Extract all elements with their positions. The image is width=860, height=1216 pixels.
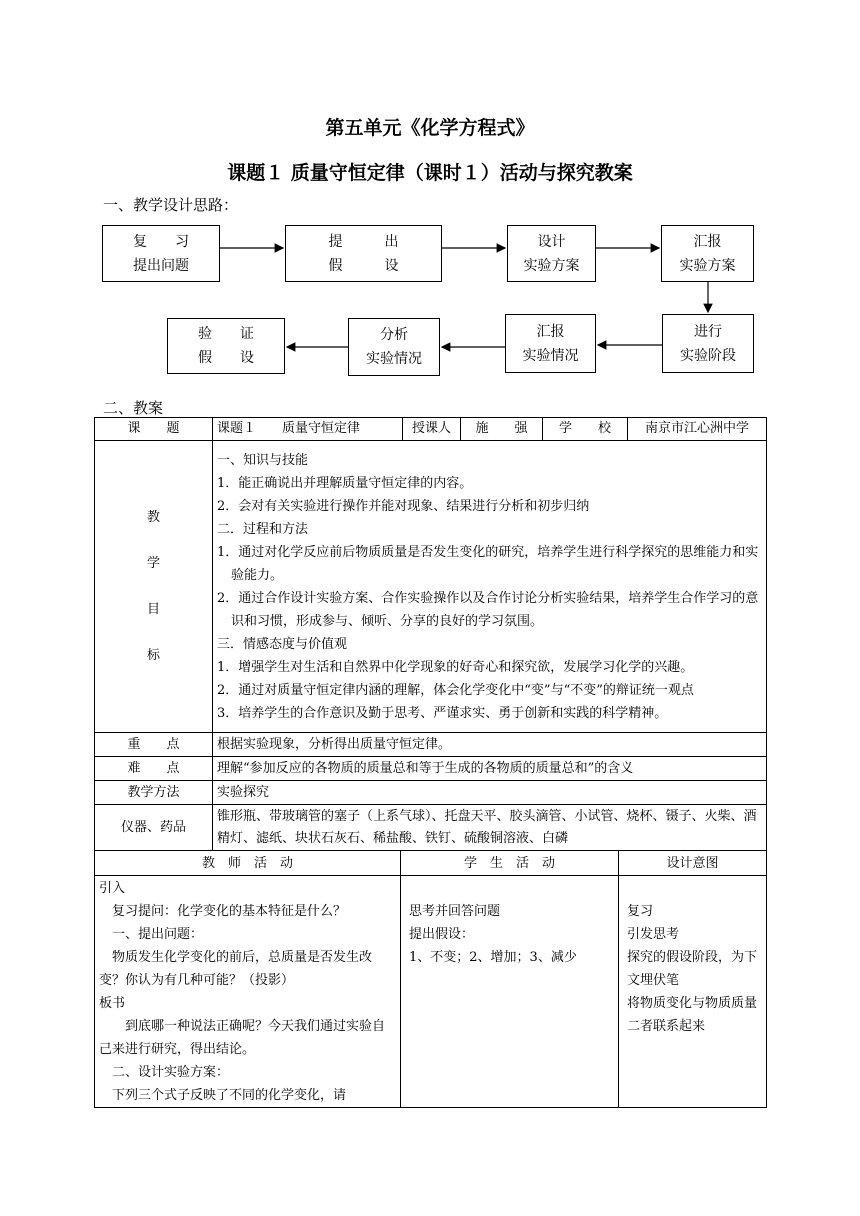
document-title: 第五单元《化学方程式》: [325, 117, 535, 139]
objective-item: 1．能正确说出并理解质量守恒定律的内容。: [217, 475, 473, 491]
teacher-activity-line: 复习提问：化学变化的基本特征是什么？: [99, 904, 347, 919]
flow-box-line: 分析: [380, 327, 408, 343]
teacher-activity-cell: [95, 876, 401, 1108]
table-row: [95, 851, 767, 876]
design-intent-line: 引发思考: [627, 927, 680, 942]
objective-item: 2．通过合作设计实验方案、合作实验操作以及合作讨论分析实验结果，培养学生合作学习的意识和习惯，形成参与、倾听、分享的良好的学习氛围。: [217, 590, 759, 629]
student-activity-line: 思考并回答问题: [409, 904, 501, 919]
teacher-label: 授课人: [403, 418, 461, 441]
objectives-label-char: 目: [146, 601, 160, 617]
section-plan-heading: 二、教案: [103, 399, 164, 417]
key-point-label: 重 点: [95, 733, 213, 757]
objective-item: 1．通过对化学反应前后物质质量是否发生变化的研究，培养学生进行科学探究的思维能力和实验能力。: [217, 544, 759, 583]
flow-box-line: 实验情况: [522, 347, 579, 364]
flow-box-line: 汇报: [536, 323, 565, 340]
table-row: [95, 876, 767, 1108]
objectives-label-char: 学: [146, 555, 160, 571]
flow-box-line: 实验方案: [679, 257, 736, 274]
objectives-content: [213, 441, 767, 733]
teacher-activity-line: 下列三个式子反映了不同的化学变化，请: [99, 1088, 347, 1103]
flow-arrows: [0, 0, 860, 400]
section-design-heading: 一、教学设计思路：: [103, 196, 239, 214]
column-header-student: 学 生 活 动: [401, 851, 619, 876]
equipment-label: 仪器、药品: [95, 805, 213, 851]
flow-box-line: 实验方案: [523, 257, 580, 274]
teacher-activity-line: 二、设计实验方案：: [99, 1065, 230, 1080]
teacher-activity-line: 引入: [99, 881, 126, 896]
flow-box-line: 提 出: [328, 233, 399, 250]
table-row: [95, 781, 767, 805]
objective-item: 2．会对有关实验进行操作并能对现象、结果进行分析和初步归纳: [217, 498, 590, 514]
method-value: 实验探究: [213, 781, 767, 805]
objective-heading: 二．过程和方法: [217, 521, 309, 537]
objectives-label-char: 教: [146, 509, 160, 525]
method-label: 教学方法: [95, 781, 213, 805]
table-row: [95, 733, 767, 757]
teacher-value: 施 强: [461, 418, 543, 441]
table-row: [95, 757, 767, 781]
difficulty-value: 理解“参加反应的各物质的质量总和等于生成的各物质的质量总和”的含义: [213, 757, 767, 781]
student-activity-line: 1、不变；2、增加；3、减少: [409, 950, 577, 965]
table-row: [95, 418, 767, 441]
document-subtitle: 课题１ 质量守恒定律（课时１）活动与探究教案: [227, 162, 633, 184]
student-activity-cell: [401, 876, 619, 1108]
design-intent-line: 探究的假设阶段，为下文埋伏笔: [627, 950, 758, 988]
objectives-label-char: 标: [146, 647, 160, 663]
key-point-value: 根据实验现象，分析得出质量守恒定律。: [213, 733, 767, 757]
difficulty-label: 难 点: [95, 757, 213, 781]
design-intent-cell: [619, 876, 767, 1108]
topic-value: 课题１ 质量守恒定律: [213, 418, 403, 441]
flow-box-line: 汇报: [693, 233, 722, 250]
flow-box-line: 实验情况: [366, 351, 422, 367]
topic-label: 课 题: [95, 418, 213, 441]
school-label: 学 校: [543, 418, 628, 441]
table-row: [95, 805, 767, 851]
flow-box-line: 提出问题: [133, 257, 189, 274]
flow-box-line: 验 证: [198, 326, 254, 342]
equipment-value: 锥形瓶、带玻璃管的塞子（上系气球）、托盘天平、胶头滴管、小试管、烧杯、镊子、火柴、酒精灯、滤纸、块状石灰石、稀盐酸、铁钉、硫酸铜溶液、白磷: [213, 805, 767, 851]
column-header-teacher: 教 师 活 动: [95, 851, 401, 876]
lesson-plan-table: [94, 417, 767, 851]
teacher-activity-line: 物质发生化学变化的前后，总质量是否发生改变？你认为有几种可能？（投影）: [99, 950, 373, 988]
school-value: 南京市江心洲中学: [628, 418, 767, 441]
flow-box-line: 假 设: [198, 350, 254, 366]
design-intent-line: 将物质变化与物质质量二者联系起来: [627, 996, 758, 1034]
teacher-activity-line: 一、提出问题：: [99, 927, 204, 942]
flow-box-line: 进行: [694, 323, 722, 340]
objective-item: 1．增强学生对生活和自然界中化学现象的好奇心和探究欲，发展学习化学的兴趣。: [217, 659, 694, 675]
flow-box-line: 设计: [537, 233, 566, 250]
objective-item: 3．培养学生的合作意识及勤于思考、严谨求实、勇于创新和实践的科学精神。: [217, 705, 668, 721]
flow-box-line: 复 习: [133, 233, 189, 250]
flow-box-line: 实验阶段: [680, 347, 736, 364]
flow-box-line: 假 设: [328, 257, 399, 274]
column-header-intent: 设计意图: [619, 851, 767, 876]
objectives-label: [95, 441, 213, 733]
teacher-activity-line: 板书: [99, 996, 126, 1011]
objective-heading: 一、知识与技能: [217, 452, 309, 468]
design-intent-line: 复习: [627, 904, 654, 919]
objective-item: 2．通过对质量守恒定律内涵的理解，体会化学变化中“变”与“不变”的辩证统一观点: [217, 682, 694, 698]
activity-table: [94, 850, 767, 1108]
teacher-activity-line: 到底哪一种说法正确呢？今天我们通过实验自己来进行研究，得出结论。: [99, 1019, 386, 1057]
objective-heading: 三．情感态度与价值观: [217, 636, 348, 652]
student-activity-line: 提出假设：: [409, 927, 475, 942]
table-row: [95, 441, 767, 733]
